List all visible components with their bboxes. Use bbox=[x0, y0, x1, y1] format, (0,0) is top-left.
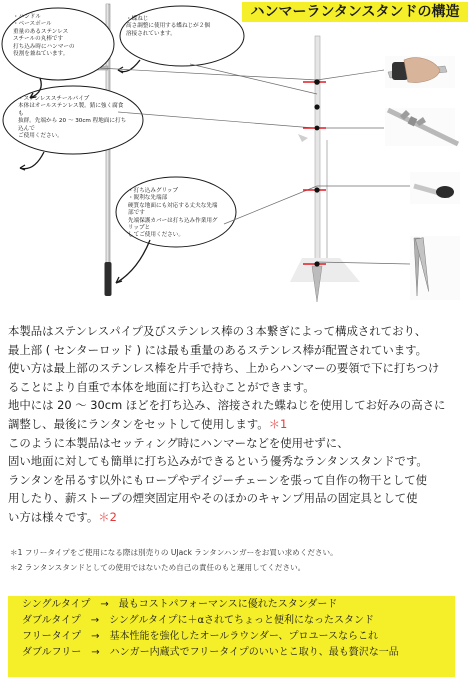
footnote-mark-1: ＊1 bbox=[268, 416, 288, 431]
callout-grip-text: ・打ち込みグリップ ・鋭利な先端部 硬質な地面にも対応する丈夫な先端部です 先端保護カバーは打ち込み作業用グリップと してご使用ください。 bbox=[128, 188, 218, 239]
spike-tip-photo bbox=[410, 236, 460, 300]
lineup-row-single: シングルタイプ → 最もコストパフォーマンスに優れたスタンダード bbox=[22, 599, 338, 610]
paragraph-line: ランタンを吊るす以外にもロープやデイジーチェーンを張って自作の物干として使 bbox=[8, 472, 428, 487]
description-body bbox=[8, 322, 464, 527]
footnote-mark-2: ＊2 bbox=[98, 509, 117, 524]
callout-handle-text: ・ハンドル ・ベースポール 重量のあるステンレス スチールの丸棒です 打ち込み時にハンマーの 役割を兼ねています。 bbox=[13, 14, 75, 58]
paragraph-line: 本製品はステンレスパイプ及びステンレス棒の３本繋ぎによって構成されており、 bbox=[8, 324, 427, 338]
lineup-row-free: フリータイプ → 基本性能を強化したオールラウンダー、プロユースならこれ bbox=[22, 631, 378, 642]
paragraph-line: 使い方は最上部のステンレス棒を片手で持ち、上からハンマーの要領で下に打ちつけ bbox=[8, 361, 440, 376]
handle-photo bbox=[385, 56, 455, 88]
paragraph-line: 地中には 20 ～ 30cm ほどを打ち込み、溶接された蝶ねじを使用してお好みの高さに bbox=[8, 398, 446, 413]
butterfly-screw-photo bbox=[385, 108, 458, 146]
callout-pipe-text: ・ステンレススチールパイプ 本体はオールステンレス製。錆に強く腐食も 抜群。先端から 20 ～ 30cm 程地面に打ち込んで ご使用ください。 bbox=[18, 96, 127, 140]
paragraph-line: このように本製品はセッティング時にハンマーなどを使用せずに、 bbox=[8, 435, 349, 450]
paragraph-line: 最上部 ( センターロッド ) には最も重量のあるステンレス棒が配置されています。 bbox=[8, 342, 428, 357]
lineup-row-double-free: ダブルフリー → ハンガー内蔵式でフリータイプのいいとこ取り、最も贅沢な一品 bbox=[22, 647, 399, 658]
callout-screw-text: ・蝶ねじ 高さ調整に使用する蝶ねじが２個 溶接されています。 bbox=[126, 16, 210, 37]
footnote-1: ＊1 フリータイプをご使用になる際は別売りの UJack ランタンハンガーをお買い求めください。 bbox=[10, 548, 338, 557]
paragraph-line: い方は様々です。＊2 bbox=[8, 509, 117, 524]
footnotes bbox=[10, 545, 466, 575]
red-markers bbox=[303, 82, 326, 264]
paragraph-line: 用したり、薪ストーブの煙突固定用やそのほかのキャンプ用品の固定具として使 bbox=[8, 491, 418, 506]
page-title: ハンマーランタンスタンドの構造 bbox=[242, 2, 468, 22]
grip-cap-photo bbox=[410, 172, 460, 204]
paragraph-line: 固い地面に対しても簡単に打ち込みができるという優秀なランタンスタンドです。 bbox=[8, 454, 428, 469]
product-lineup-box bbox=[8, 596, 455, 677]
footnote-2: ＊2 ランタンスタンドとしての使用ではないため自己の責任のもと運用してください。 bbox=[10, 563, 306, 572]
paragraph-line: ることにより自重で本体を地面に打ち込むことができます。 bbox=[8, 379, 315, 394]
paragraph-line: 調整し、最後にランタンをセットして使用します。＊1 bbox=[8, 416, 288, 431]
lineup-row-double: ダブルタイプ → シングルタイプに＋αされてちょっと便利になったスタンド bbox=[22, 615, 375, 626]
